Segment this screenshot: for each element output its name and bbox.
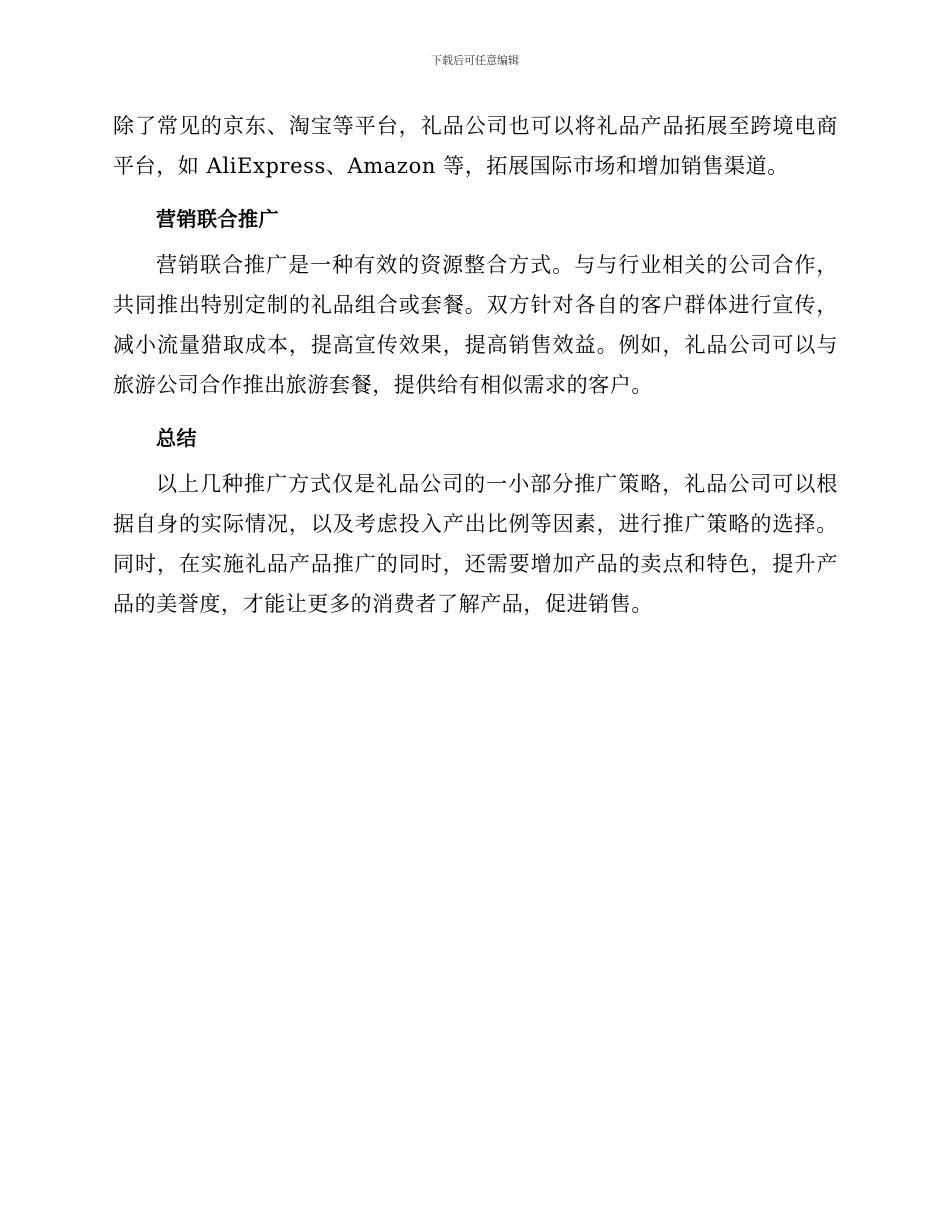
document-body — [113, 106, 838, 624]
section-heading-joint-marketing: 营销联合推广 — [156, 207, 279, 231]
section-heading-summary: 总结 — [156, 426, 197, 450]
paragraph-summary: 以上几种推广方式仅是礼品公司的一小部分推广策略，礼品公司可以根据自身的实际情况，以及考虑投入产出比例等因素，进行推广策略的选择。同时，在实施礼品产品推广的同时，还需要增加产品的卖点和特色，提升产品的美誉度，才能让更多的消费者了解产品，促进销售。 — [113, 472, 838, 616]
page-header: 下载后可任意编辑 — [431, 54, 519, 67]
paragraph-joint-marketing: 营销联合推广是一种有效的资源整合方式。与与行业相关的公司合作，共同推出特别定制的礼品组合或套餐。双方针对各自的客户群体进行宣传，减小流量猎取成本，提高宣传效果，提高销售效益。例如，礼品公司可以与旅游公司合作推出旅游套餐，提供给有相似需求的客户。 — [113, 253, 838, 397]
paragraph-cross-border: 除了常见的京东、淘宝等平台，礼品公司也可以将礼品产品拓展至跨境电商平台，如 AliExpress、Amazon 等，拓展国际市场和增加销售渠道。 — [113, 114, 838, 178]
